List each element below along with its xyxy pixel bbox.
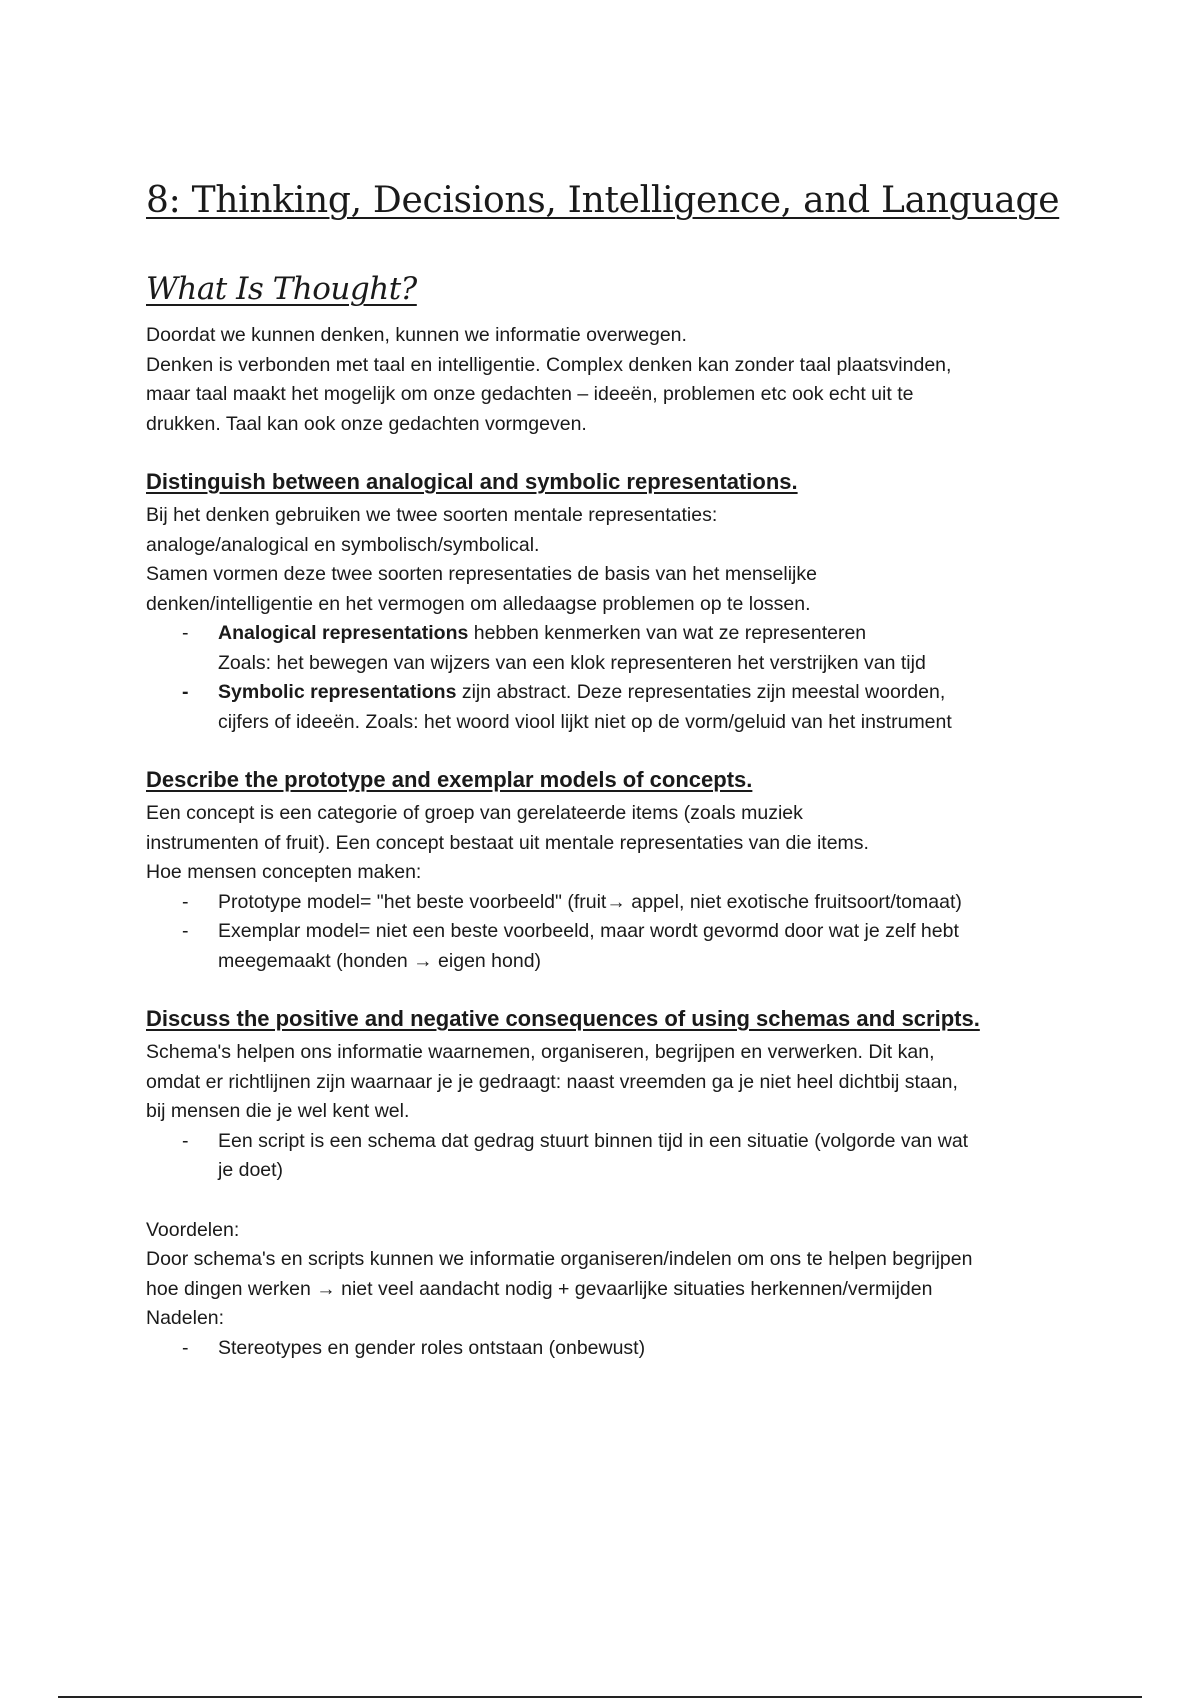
paragraph-line: analoge/analogical en symbolisch/symbolical. bbox=[146, 533, 540, 556]
paragraph-line: Samen vormen deze twee soorten representaties de basis van het menselijke bbox=[146, 563, 817, 585]
bullet-list bbox=[146, 619, 1096, 737]
page-divider bbox=[58, 1696, 1142, 1698]
list-item: - Stereotypes en gender roles ontstaan (onbewust) bbox=[146, 1334, 1096, 1364]
section-heading: Distinguish between analogical and symbolic representations. bbox=[146, 469, 798, 494]
paragraph-line: denken/intelligentie en het vermogen om alledaagse problemen op te lossen. bbox=[146, 592, 811, 615]
section-representations bbox=[146, 469, 1096, 737]
paragraph-line: Hoe mensen concepten maken: bbox=[146, 861, 422, 883]
paragraph-line: instrumenten of fruit). Een concept bestaat uit mentale representaties van die items. bbox=[146, 831, 869, 854]
list-item: - Exemplar model= niet een beste voorbeeld, maar wordt gevormd door wat je zelf hebt meegemaakt (honden → eigen hond) bbox=[146, 917, 1096, 976]
section-heading: Discuss the positive and negative consequences of using schemas and scripts. bbox=[146, 1006, 980, 1031]
section-heading: Describe the prototype and exemplar models of concepts. bbox=[146, 767, 753, 792]
section-schemas bbox=[146, 1006, 1096, 1363]
paragraph-line: omdat er richtlijnen zijn waarnaar je je gedraagt: naast vreemden ga je niet heel dichtbij staan, bbox=[146, 1070, 958, 1093]
paragraph-line: Schema's helpen ons informatie waarnemen, organiseren, begrijpen en verwerken. Dit kan, bbox=[146, 1041, 935, 1063]
bold-term: Analogical representations bbox=[218, 622, 469, 644]
section-heading: What Is Thought? bbox=[146, 271, 417, 307]
bullet-list bbox=[146, 888, 1096, 977]
paragraph-line: Doordat we kunnen denken, kunnen we informatie overwegen. bbox=[146, 324, 687, 346]
bullet-list bbox=[146, 1334, 1096, 1364]
paragraph-line: drukken. Taal kan ook onze gedachten vormgeven. bbox=[146, 412, 587, 435]
document-page bbox=[146, 180, 1096, 1393]
paragraph-line: Een concept is een categorie of groep van gerelateerde items (zoals muziek bbox=[146, 802, 803, 824]
paragraph-line: Bij het denken gebruiken we twee soorten mentale representaties: bbox=[146, 504, 718, 526]
paragraph-line: maar taal maakt het mogelijk om onze gedachten – ideeën, problemen etc ook echt uit te bbox=[146, 383, 914, 405]
voordelen-label: Voordelen: bbox=[146, 1218, 240, 1241]
paragraph-line: bij mensen die je wel kent wel. bbox=[146, 1100, 410, 1122]
paragraph-line: Door schema's en scripts kunnen we informatie organiseren/indelen om ons te helpen begrijpen bbox=[146, 1248, 973, 1270]
list-item: - Symbolic representations zijn abstract. Deze representaties zijn meestal woorden, cijfers of ideeën. Zoals: het woord viool lijkt niet op de vorm/geluid van het instrument bbox=[146, 678, 1096, 737]
bullet-list bbox=[146, 1127, 1096, 1186]
list-item: - Een script is een schema dat gedrag stuurt binnen tijd in een situatie (volgorde van wat je doet) bbox=[146, 1127, 1096, 1186]
list-item: - Analogical representations hebben kenmerken van wat ze representeren Zoals: het bewegen van wijzers van een klok representeren het verstrijken van tijd bbox=[146, 619, 1096, 678]
bold-term: Symbolic representations bbox=[218, 681, 457, 703]
section-concepts bbox=[146, 767, 1096, 976]
nadelen-label: Nadelen: bbox=[146, 1307, 225, 1329]
page-title: 8: Thinking, Decisions, Intelligence, and Language bbox=[146, 180, 1060, 221]
paragraph-line: hoe dingen werken → niet veel aandacht nodig + gevaarlijke situaties herkennen/vermijden bbox=[146, 1277, 933, 1300]
paragraph-line: Denken is verbonden met taal en intelligentie. Complex denken kan zonder taal plaatsvinden, bbox=[146, 353, 952, 376]
list-item: - Prototype model= "het beste voorbeeld" (fruit→ appel, niet exotische fruitsoort/tomaat) bbox=[146, 888, 1096, 918]
section-what-is-thought bbox=[146, 271, 1096, 439]
